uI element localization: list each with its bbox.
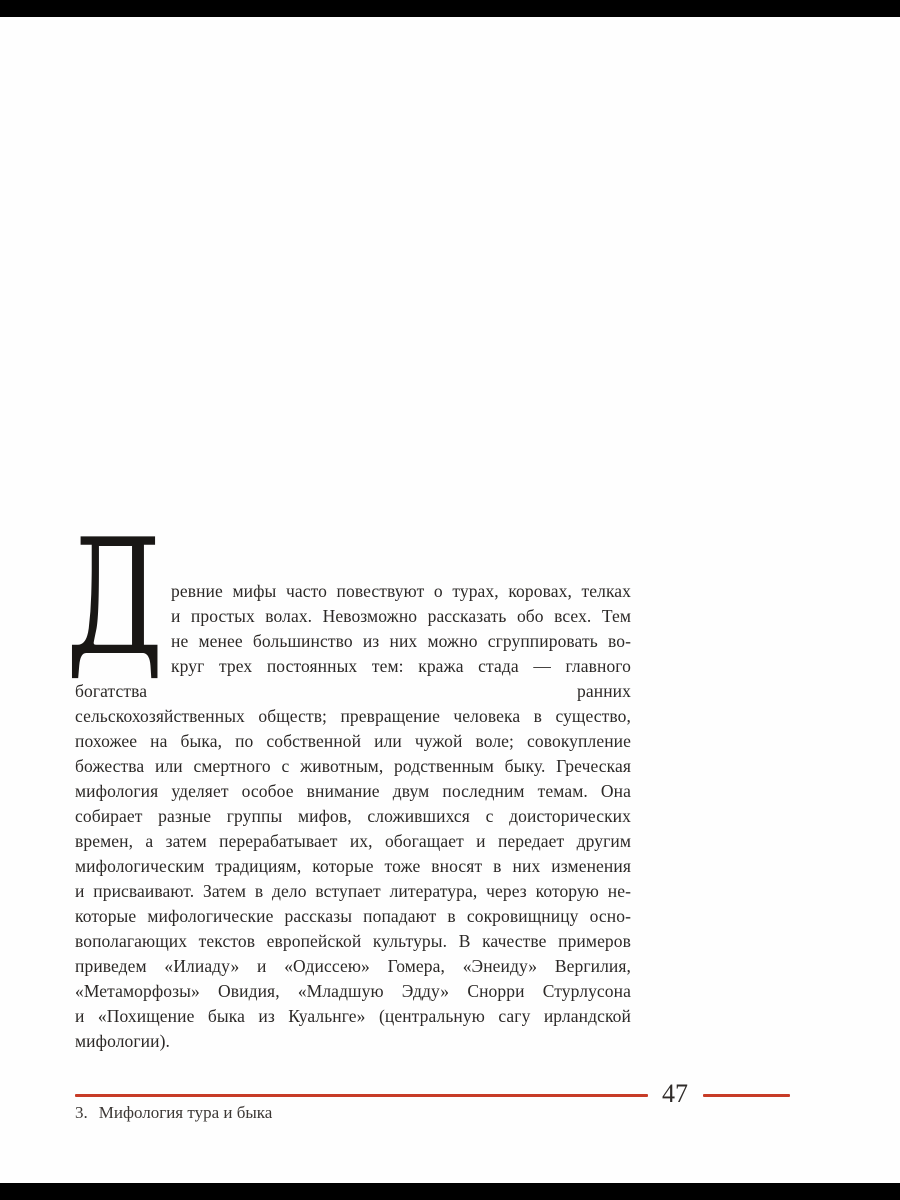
paragraph-line: сельскохозяйственных обществ; превращение человека в существо, [75, 706, 631, 726]
paragraph-line: собирает разные группы мифов, сложившихся с доисторических [75, 806, 631, 826]
chapter-number: 3. [75, 1103, 88, 1122]
letterbox-bottom [0, 1183, 900, 1200]
chapter-title: Мифология тура и быка [98, 1103, 273, 1122]
paragraph-line: и простых волах. Невозможно рассказать обо всех. Тем [171, 606, 631, 626]
paragraph-line: мифологическим традициям, которые тоже вносят в них изменения [75, 856, 631, 876]
paragraph-line: времен, а затем перерабатывает их, обогащает и передает другим [75, 831, 631, 851]
paragraph-line: не менее большинство из них можно сгруппировать во- [171, 631, 631, 651]
paragraph-line: вополагающих текстов европейской культуры. В качестве примеров [75, 931, 631, 951]
page-number: 47 [662, 1079, 688, 1108]
paragraph-line: круг трех постоянных тем: кража стада — главного богатства ранних [75, 656, 631, 701]
paragraph-line: мифологии). [75, 1031, 170, 1051]
paragraph-line: мифология уделяет особое внимание двум последним темам. Она [75, 781, 631, 801]
footer-rule-left [75, 1094, 648, 1097]
letterbox-top [0, 0, 900, 17]
paragraph-line: и «Похищение быка из Куальнге» (центральную сагу ирландской [75, 1006, 631, 1026]
drop-cap: Д [66, 504, 164, 691]
paragraph-line: которые мифологические рассказы попадают в сокровищницу осно- [75, 906, 631, 926]
paragraph-line: похожее на быка, по собственной или чужой воле; совокупление [75, 731, 631, 751]
paragraph-line: божества или смертного с животным, родственным быку. Греческая [75, 756, 631, 776]
paragraph-line: и присваивают. Затем в дело вступает литература, через которую не- [75, 881, 631, 901]
running-footer [75, 1103, 272, 1123]
footer-rule-right [703, 1094, 790, 1097]
paragraph-line: «Метаморфозы» Овидия, «Младшую Эдду» Снорри Стурлусона [75, 981, 631, 1001]
paragraph-line: ревние мифы часто повествуют о турах, коровах, телках [171, 581, 631, 601]
paragraph-line: приведем «Илиаду» и «Одиссею» Гомера, «Энеиду» Вергилия, [75, 956, 631, 976]
